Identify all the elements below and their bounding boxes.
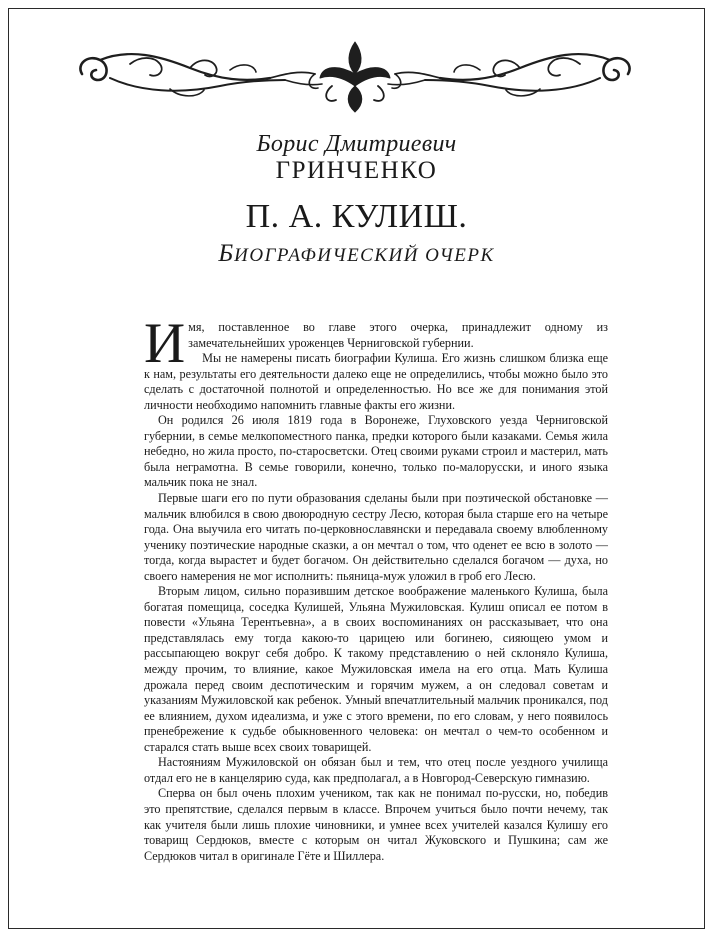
baroque-scroll-ornament-icon bbox=[70, 34, 640, 118]
essay-title: П. А. КУЛИШ. bbox=[245, 198, 468, 235]
author-surname: ГРИНЧЕНКО bbox=[275, 157, 438, 184]
paragraph: Сперва он был очень плохим учеником, так как не понимал по-русски, но, победив это препятствие, сделался первым в классе. Впрочем учиться было почти нечему, так как учителя были лишь плохие чиновники, и умнее всех учителей казался Кулишу его товарищ Сердюков, вместе с которым он читал Жуковского и Пушкина; сам же Сердюков читал в оригинале Гёте и Шиллера. bbox=[144, 786, 608, 863]
paragraph bbox=[144, 312, 608, 375]
paragraph: Он родился 26 июля 1819 года в Воронеже, Глуховского уезда Черниговской губернии, в семье мелкопоместного панка, предки которого были казаками. Семья жила небедно, но жила просто, по-старосветски. Отец своими руками строил и мастерил, мать была неграмотна. В семье говорили, конечно, только по-малорусски, и иного языка мальчик пока не знал. bbox=[144, 413, 608, 490]
subtitle-initial: Б bbox=[218, 240, 235, 267]
essay-body bbox=[144, 312, 608, 864]
essay-subtitle bbox=[0, 240, 713, 268]
paragraph-text: мя, поставленное во главе этого очерка, принадлежит одному из замечательнейших уроженцев Черниговской губернии. bbox=[188, 320, 608, 350]
paragraph: Первые шаги его по пути образования сделаны были при поэтической обстановке — мальчик влюбился в свою двоюродную сестру Лесю, которая была старше его на четыре года. Она выучила его читать по-церковнославянски и передавала своему влюбленному ученику поэтические народные сказки, а он мечтал о том, что оденет ее всю в золото — тогда, когда вырастет и будет богачом. Он действительно сделался богачом — духа, но своего намерения не мог исполнить: пьяница-муж уложил в гроб его Лесю. bbox=[144, 491, 608, 583]
paragraph: Настояниям Мужиловской он обязан был и тем, что отец после уездного училища отдал его не в канцелярию суда, как предполагал, а в Новгород-Северскую гимназию. bbox=[144, 755, 608, 785]
author-first-names: Борис Дмитриевич bbox=[256, 131, 457, 157]
subtitle-rest: ИОГРАФИЧЕСКИЙ ОЧЕРК bbox=[234, 245, 495, 266]
drop-cap: И bbox=[144, 312, 186, 375]
paragraph: Вторым лицом, сильно поразившим детское воображение маленького Кулиша, была богатая помещица, соседка Кулишей, Ульяна Мужиловская. Кулиш описал ее потом в повести «Ульяна Терентьевна», а в своих воспоминаниях он рассказывает, что она представлялась ему тогда какою-то царицею или богинею, сияющею умом и рассыпающею вокруг себя добро. К такому представлению о ней склоняло Кулиша, между прочим, то влияние, какое Мужиловская имела на его отца. Мать Кулиша дрожала перед своим деспотическим и горячим мужем, а он следовал советам и указаниям Мужиловской как ребенок. Умный впечатлительный мальчик проникался, под ее влиянием, духом идеализма, и уже с этого времени, по его словам, у него появилось пренебрежение к судьбе обыкновенного человека: он мечтал о чем-то особенном и старался стать выше всех своих товарищей. bbox=[144, 584, 608, 754]
paragraph: Мы не намерены писать биографии Кулиша. Его жизнь слишком близка еще к нам, результаты его деятельности далеко еще не определились, чтобы можно было это сделать с достаточной полнотой и определенностью. Но все же для понимания этой личности необходимо напомнить главные факты его жизни. bbox=[144, 351, 608, 412]
